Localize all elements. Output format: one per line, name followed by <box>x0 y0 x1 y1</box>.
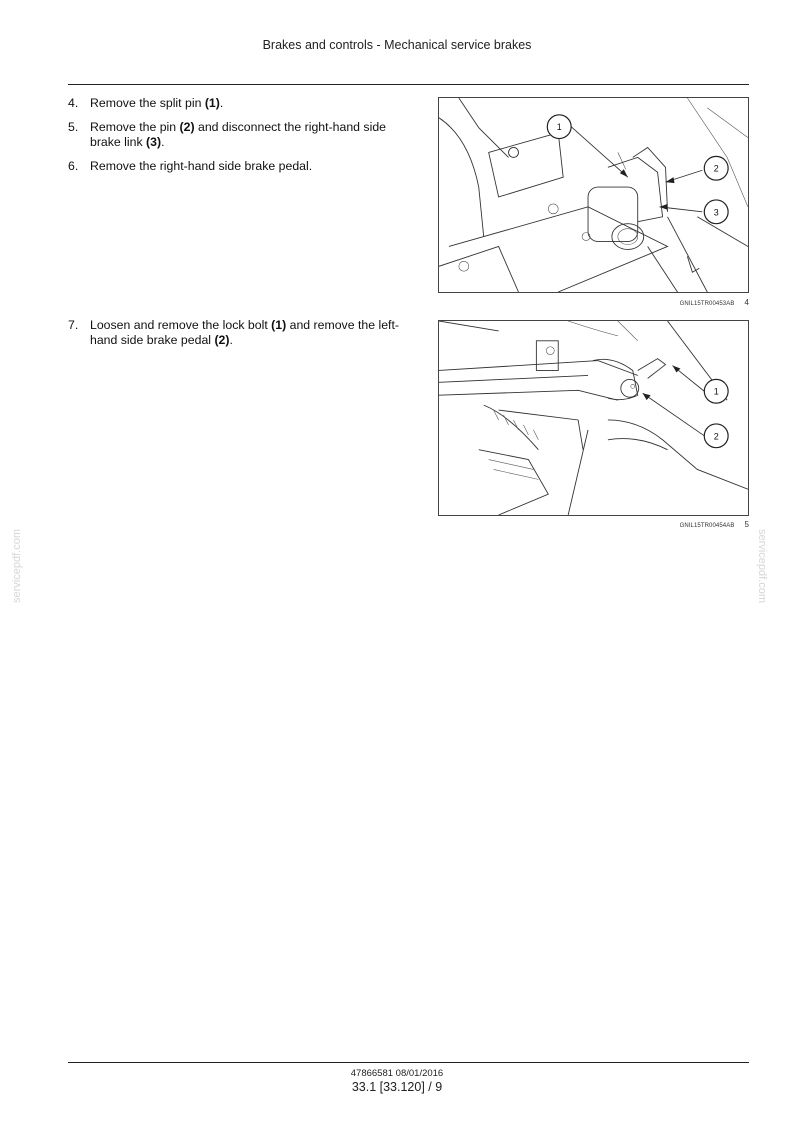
step-text-run: Remove the right-hand side brake pedal. <box>90 159 313 173</box>
step-text-run: . <box>219 96 224 110</box>
reference-number: (1) <box>204 96 220 110</box>
reference-number: (2) <box>214 333 230 347</box>
step-text-run: and remove the left-hand side brake pedal <box>90 318 399 347</box>
callout-2: 2 <box>713 431 719 442</box>
header-rule <box>68 84 749 85</box>
figure-number: 5 <box>744 520 749 529</box>
step-text-run: Remove the pin <box>90 120 180 134</box>
reference-number: (3) <box>146 135 162 149</box>
step-number: 6. <box>68 159 79 173</box>
footer-page-number: 33.1 [33.120] / 9 <box>351 1080 443 1094</box>
figure-code: GNIL15TR00453AB <box>679 301 735 307</box>
step-text-run: . <box>229 333 233 347</box>
callout-1: 1 <box>556 122 562 133</box>
figure-5-caption <box>438 520 749 529</box>
step-number: 4. <box>68 96 79 110</box>
step-text <box>90 96 410 111</box>
step-6 <box>68 159 410 174</box>
callout-2: 2 <box>713 163 719 174</box>
figure-code: GNIL15TR00454AB <box>679 523 735 529</box>
footer-rule <box>68 1062 749 1063</box>
step-7 <box>68 318 410 348</box>
step-text <box>90 159 410 174</box>
step-text <box>90 120 410 150</box>
step-number: 7. <box>68 318 79 332</box>
callout-1: 1 <box>713 386 719 397</box>
step-text-run: and disconnect the right-hand side brake link <box>90 120 386 149</box>
step-text-run: Loosen and remove the lock bolt <box>90 318 272 332</box>
figure-number: 4 <box>744 298 749 307</box>
figure-4-image <box>438 97 749 293</box>
step-5 <box>68 120 410 150</box>
step-number: 5. <box>68 120 79 134</box>
figure-4-caption <box>438 298 749 307</box>
callout-3: 3 <box>713 207 719 218</box>
page-header-title: Brakes and controls - Mechanical service brakes <box>262 38 532 52</box>
footer-doc-info: 47866581 08/01/2016 <box>350 1068 444 1079</box>
step-text-run: Remove the split pin <box>90 96 205 110</box>
watermark-left: servicepdf.com <box>10 529 23 603</box>
step-text-run: . <box>161 135 165 149</box>
figure-5-image <box>438 320 749 516</box>
reference-number: (1) <box>271 318 287 332</box>
reference-number: (2) <box>179 120 195 134</box>
step-4 <box>68 96 410 111</box>
step-text <box>90 318 410 348</box>
watermark-right: servicepdf.com <box>755 529 768 603</box>
